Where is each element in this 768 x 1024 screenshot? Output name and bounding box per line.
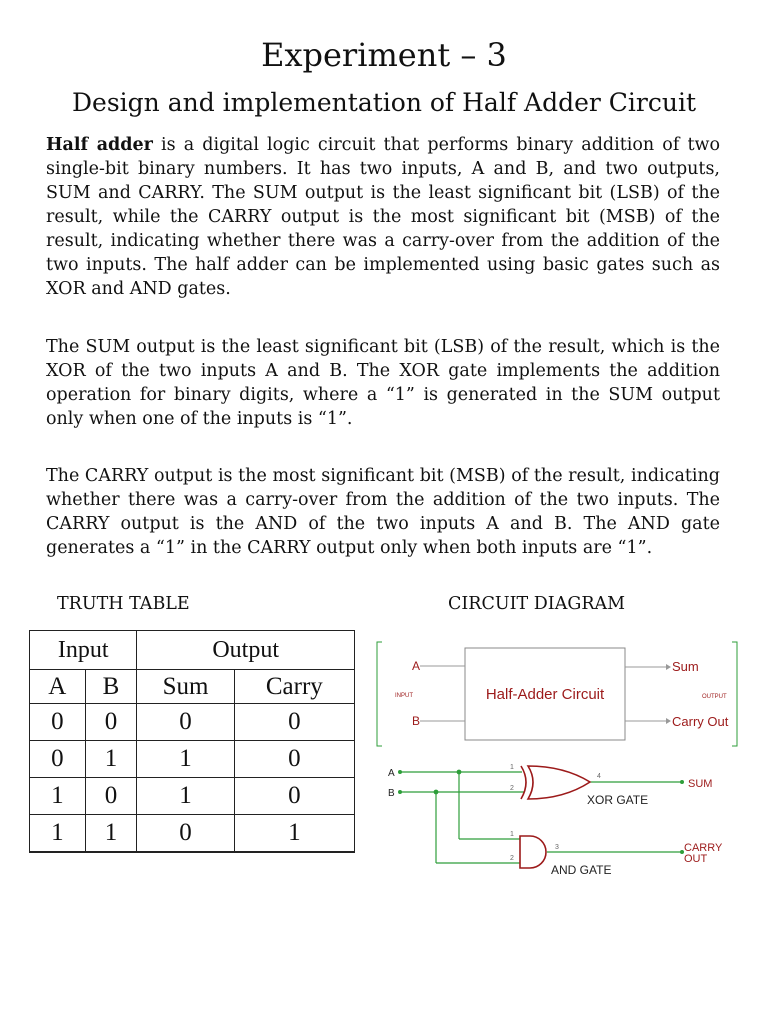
intro-paragraph-text: is a digital logic circuit that performs binary addition of two single-bit binary numbers. It has two inputs, A and B, and two outputs, SUM and CARRY. The SUM output is the least significant bit (LSB) of the result, while the CARRY output is the most significant bit (MSB) of the result, indicating whether there was a carry-over from the addition of the two inputs. The half adder can be implemented using basic gates such as XOR and AND gates. — [46, 135, 720, 299]
and-pin-1: 1 — [510, 831, 514, 838]
column-header: A — [30, 670, 86, 704]
table-cell: 1 — [137, 741, 234, 778]
gate-wiring — [400, 772, 682, 863]
block-input-caption: INPUT — [395, 693, 413, 699]
experiment-title: Experiment – 3 — [261, 36, 507, 74]
table-cell: 1 — [85, 815, 137, 853]
truth-table — [29, 630, 355, 853]
half-adder-term: Half adder — [46, 135, 153, 155]
gate-input-a-label: A — [388, 768, 395, 779]
intro-paragraph — [46, 133, 720, 301]
and-pin-2: 2 — [510, 855, 514, 862]
sum-paragraph: The SUM output is the least significant bit (LSB) of the result, which is the XOR of the two inputs A and B. The XOR gate implements the addition operation for binary digits, where a “1” is generated in the SUM output only when one of the inputs is “1”. — [46, 337, 720, 429]
table-cell: 0 — [234, 704, 354, 741]
half-adder-block-title: Half-Adder Circuit — [485, 686, 605, 703]
table-row — [30, 815, 355, 853]
column-header: B — [85, 670, 137, 704]
block-input-a-label: A — [412, 659, 421, 673]
xor-pin-1: 1 — [510, 764, 514, 771]
table-cell: 0 — [30, 741, 86, 778]
xor-gate-icon — [521, 766, 590, 799]
xor-pin-4: 4 — [597, 773, 601, 780]
carry-output-label-line1: CARRY — [684, 842, 723, 854]
table-cell: 0 — [137, 815, 234, 853]
table-row — [30, 741, 355, 778]
table-cell: 0 — [137, 704, 234, 741]
gate-input-b-label: B — [388, 788, 395, 799]
xor-gate-label: XOR GATE — [587, 793, 649, 807]
sum-output-label: SUM — [688, 778, 713, 790]
truth-table-label: TRUTH TABLE — [57, 594, 190, 614]
circuit-diagram-label: CIRCUIT DIAGRAM — [448, 594, 626, 614]
block-input-b-label: B — [412, 714, 421, 728]
carry-output-label-line2: OUT — [684, 853, 708, 865]
and-pin-3: 3 — [555, 844, 559, 851]
column-header: Carry — [234, 670, 354, 704]
table-row — [30, 704, 355, 741]
xor-pin-2: 2 — [510, 785, 514, 792]
table-cell: 0 — [234, 778, 354, 815]
carry-paragraph: The CARRY output is the most significant bit (MSB) of the result, indicating whether there was a carry-over from the addition of the two inputs. The CARRY output is the AND of the two inputs A and B. The AND gate generates a “1” in the CARRY output only when both inputs are “1”. — [46, 466, 720, 558]
table-row — [30, 778, 355, 815]
truth-table-column-header — [30, 670, 355, 704]
table-cell: 1 — [30, 778, 86, 815]
sum-arrow-icon — [666, 664, 671, 670]
input-group-header: Input — [30, 631, 137, 670]
block-carry-label: Carry Out — [672, 714, 729, 729]
and-gate-icon — [520, 836, 546, 868]
table-cell: 0 — [85, 778, 137, 815]
table-cell: 1 — [234, 815, 354, 853]
table-cell: 0 — [234, 741, 354, 778]
block-output-caption: OUTPUT — [702, 694, 727, 700]
column-header: Sum — [137, 670, 234, 704]
table-cell: 1 — [30, 815, 86, 853]
output-group-header: Output — [137, 631, 355, 670]
table-cell: 1 — [137, 778, 234, 815]
table-cell: 1 — [85, 741, 137, 778]
carry-arrow-icon — [666, 718, 671, 724]
block-sum-label: Sum — [672, 659, 699, 674]
table-cell: 0 — [30, 704, 86, 741]
experiment-subtitle: Design and implementation of Half Adder Circuit — [72, 88, 696, 117]
and-gate-label: AND GATE — [551, 863, 612, 877]
truth-table-group-header — [30, 631, 355, 670]
circuit-diagram — [370, 630, 742, 886]
table-cell: 0 — [85, 704, 137, 741]
